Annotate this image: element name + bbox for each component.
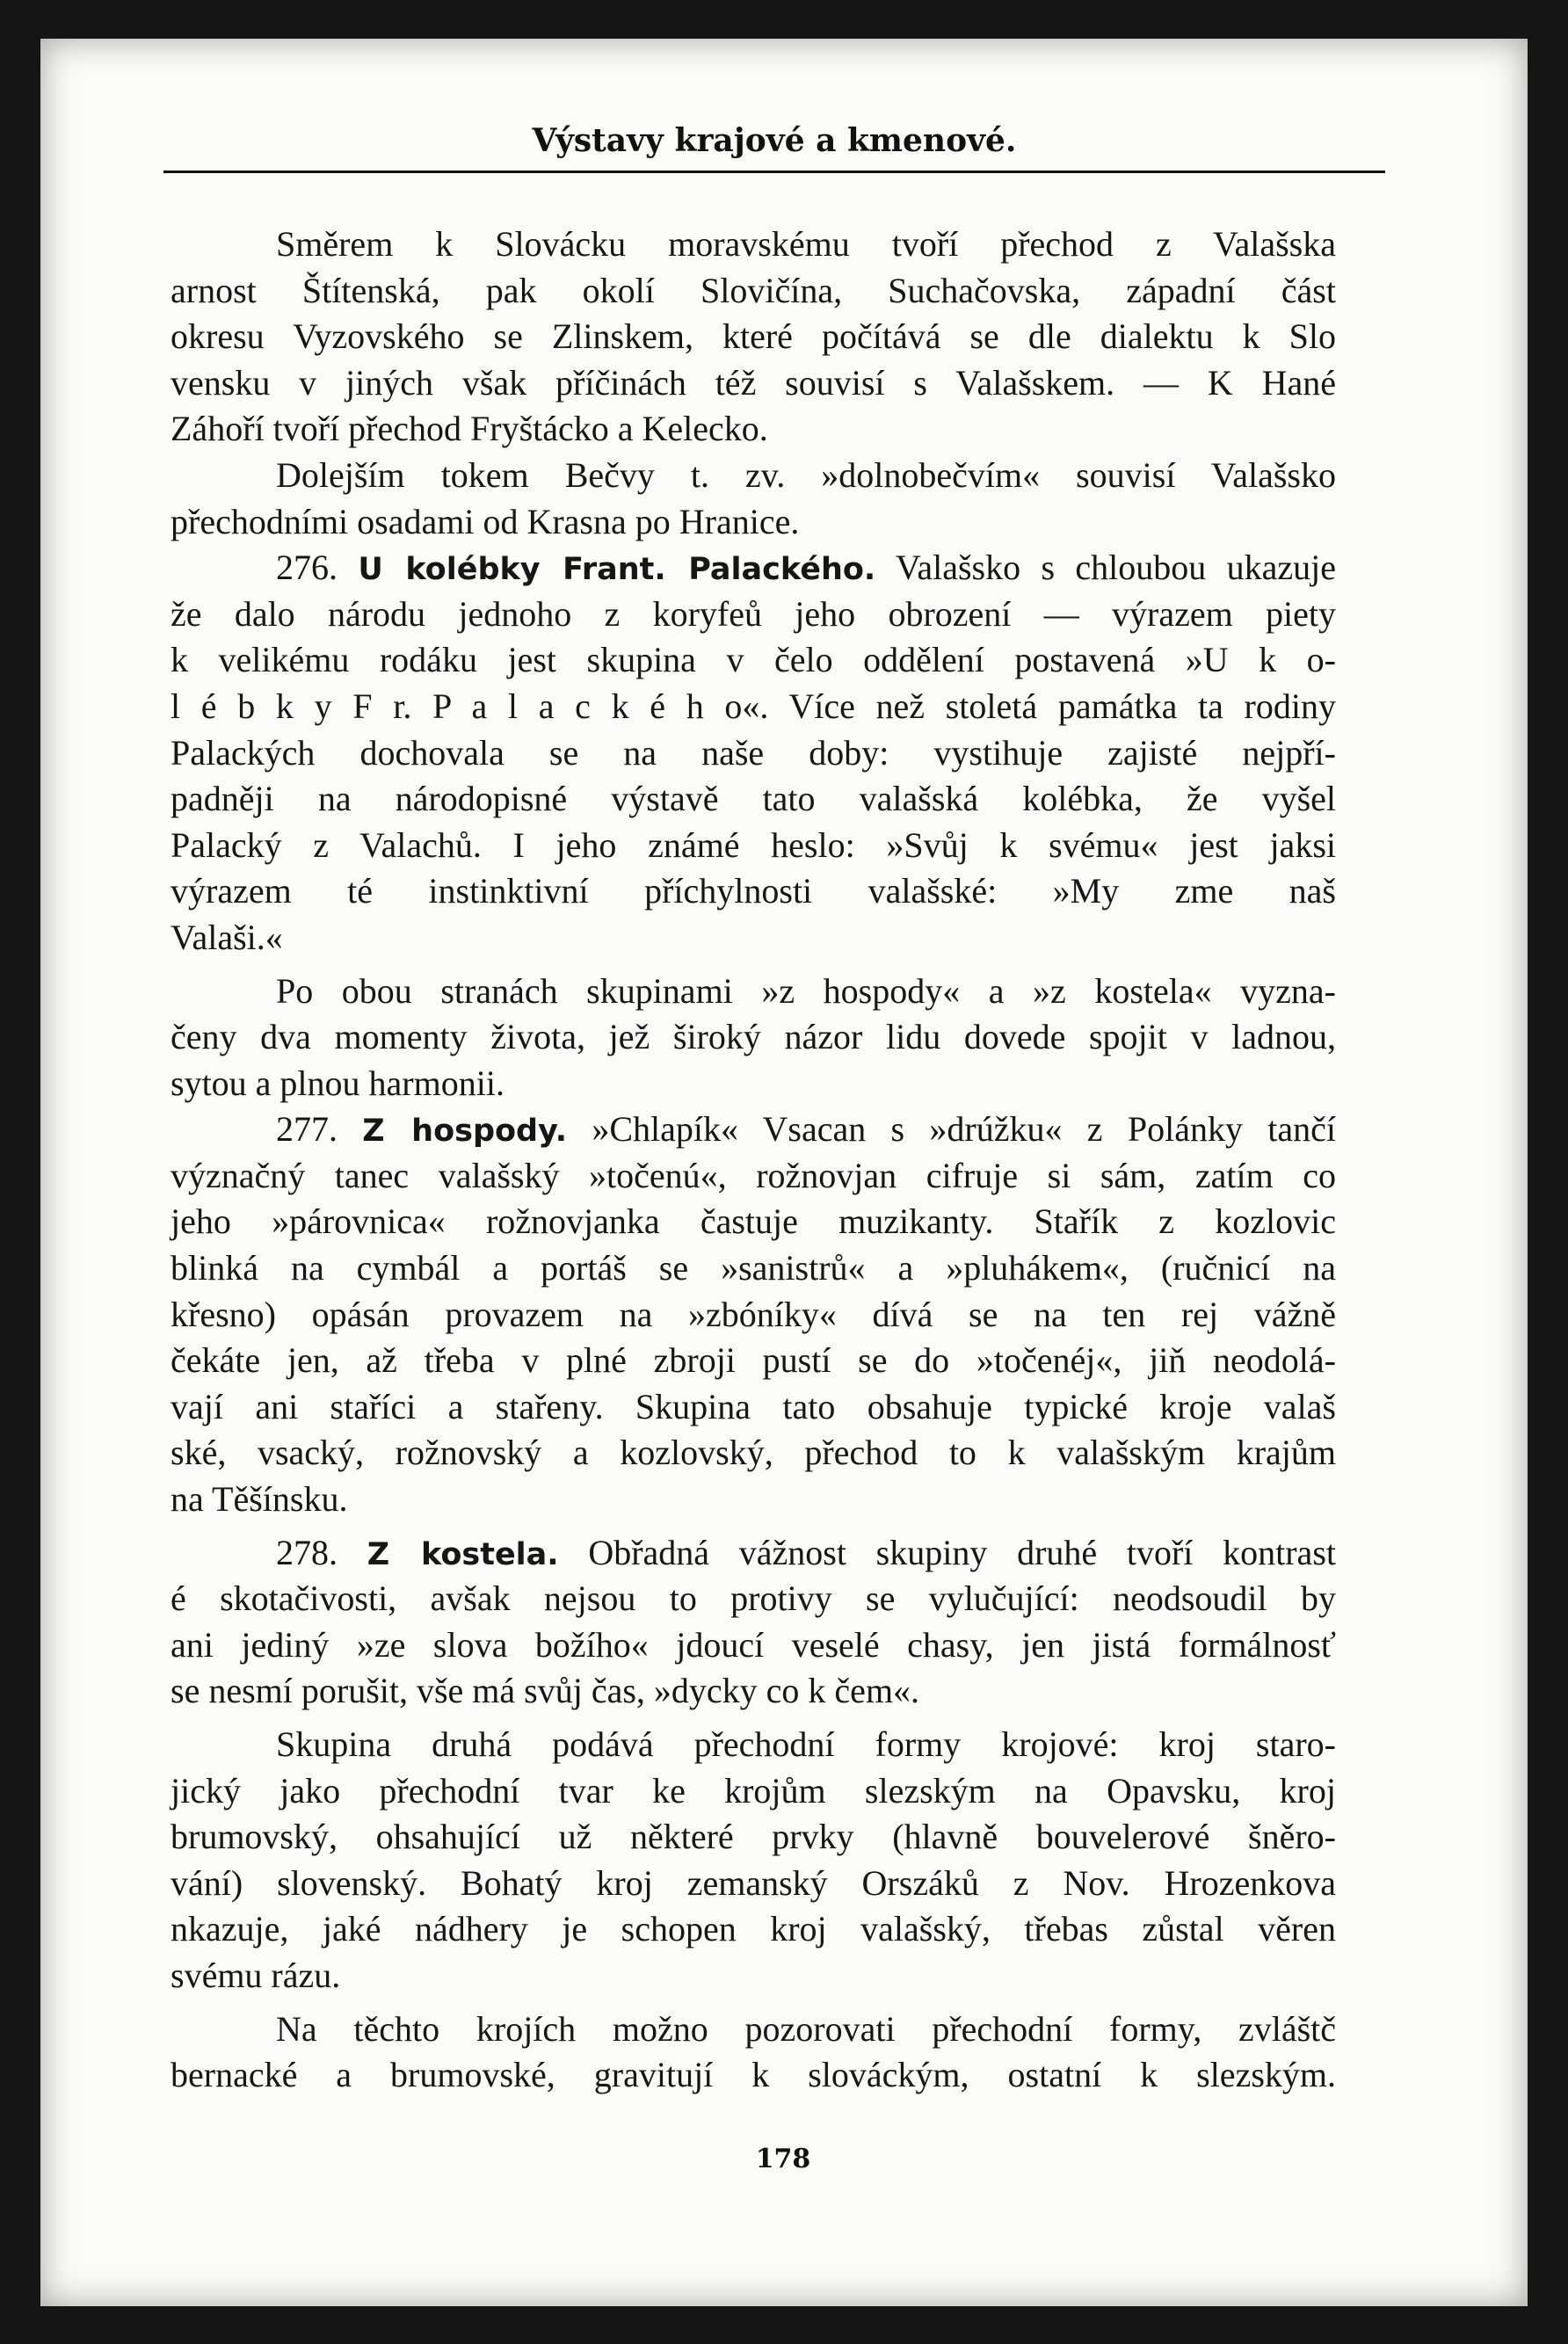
- text-line: Skupina druhá podává přechodní formy krojové: kroj staro-: [276, 1724, 1336, 1764]
- text-line: vensku v jiných však příčinách též souvisí s Valašskem. — K Hané: [171, 362, 1336, 403]
- text-line: čeny dva momenty života, jež široký názor lidu dovede spojit v ladnou,: [171, 1017, 1336, 1057]
- text-line: okresu Vyzovského se Zlinskem, které počítává se dle dialektu k Slo: [171, 316, 1336, 357]
- text-line: čekáte jen, až třeba v plné zbroji pustí se do »točenéj«, jiň neodolá-: [171, 1340, 1336, 1381]
- item-title: Z kostela.: [367, 1536, 559, 1572]
- text-line: ani jediný »ze slova božího« jdoucí veselé chasy, jen jistá formálnosť: [171, 1624, 1336, 1665]
- text-line: Směrem k Slovácku moravskému tvoří přechod z Valašska: [276, 224, 1336, 264]
- text-line: é skotačivosti, avšak nejsou to protivy se vylučující: neodsoudil by: [171, 1578, 1336, 1619]
- text-line: k velikému rodáku jest skupina v čelo oddělení postavená »U k o-: [171, 640, 1336, 680]
- item-text: Valašsko s chloubou ukazuje: [895, 548, 1337, 588]
- text-line: Dolejším tokem Bečvy t. zv. »dolnobečvím« souvisí Valašsko: [276, 454, 1336, 495]
- text-line: Palacký z Valachů. I jeho známé heslo: »Svůj k svému« jest jaksi: [171, 824, 1336, 865]
- text-line: křesno) opásán provazem na »zbóníky« dívá se na ten rej vážně: [171, 1294, 1336, 1334]
- text-line: blinká na cymbál a portáš se »sanistrů« a »pluhákem«, (ručnicí na: [171, 1248, 1336, 1288]
- paragraph-gap: [171, 1999, 1336, 2007]
- page-number: 178: [755, 2144, 811, 2174]
- text-line: padněji na národopisné výstavě tato valašská kolébka, že vyšel: [171, 779, 1336, 819]
- item-number: 276.: [276, 548, 338, 588]
- text-line: se nesmí porušit, vše má svůj čas, »dycky co k čem«.: [171, 1671, 920, 1711]
- text-line: svému rázu.: [171, 1955, 341, 1995]
- item-title: Z hospody.: [362, 1114, 568, 1150]
- text-line: Valaši.«: [171, 917, 283, 957]
- text-line: nkazuje, jaké nádhery je schopen kroj valašský, třebas zůstal věren: [171, 1909, 1336, 1949]
- text-line: Na těchto krojích možno pozorovati přechodní formy, zvláštč: [276, 2008, 1336, 2049]
- paragraph-gap: [171, 962, 1336, 969]
- text-line: bernacké a brumovské, gravitují k slováckým, ostatní k slezským.: [171, 2055, 1336, 2095]
- text-line: arnost Štítenská, pak okolí Slovičína, Suchačovska, západní část: [171, 270, 1336, 310]
- paragraph-gap: [171, 1715, 1336, 1722]
- text-line: Palackých dochovala se na naše doby: vystihuje zajisté nejpří-: [171, 732, 1336, 773]
- text-line: [171, 1107, 1336, 1153]
- text-line: [171, 1530, 1336, 1577]
- text-line: že dalo národu jednoho z koryfeů jeho obrození — výrazem piety: [171, 593, 1336, 634]
- text-line: l é b k y F r. P a l a c k é h o«. Více než stoletá památka ta rodiny: [171, 686, 1336, 726]
- header-rule: [163, 171, 1385, 173]
- text-line: jeho »párovnica« rožnovjanka častuje muzikanty. Stařík z kozlovic: [171, 1201, 1336, 1242]
- text-line: brumovský, ohsahující už některé prvky (hlavně bouvelerové šněro-: [171, 1817, 1336, 1857]
- text-line: ské, vsacký, rožnovský a kozlovský, přechod to k valašským krajům: [171, 1433, 1336, 1473]
- text-line: [171, 545, 1336, 591]
- book-page: [40, 39, 1528, 2306]
- body-text: [171, 221, 1336, 2099]
- text-line: vají ani staříci a stařeny. Skupina tato obsahuje typické kroje valaš: [171, 1386, 1336, 1426]
- item-number: 277.: [276, 1109, 338, 1150]
- text-line: vání) slovenský. Bohatý kroj zemanský Orszáků z Nov. Hrozenkova: [171, 1862, 1336, 1903]
- text-line: jický jako přechodní tvar ke krojům slezským na Opavsku, kroj: [171, 1770, 1336, 1811]
- item-text: »Chlapík« Vsacan s »drúžku« z Polánky tančí: [592, 1109, 1336, 1150]
- item-title: U kolébky Frant. Palackého.: [358, 552, 876, 588]
- text-line: Záhoří tvoří přechod Fryštácko a Kelecko.: [171, 409, 768, 449]
- item-text: Obřadná vážnost skupiny druhé tvoří kontrast: [588, 1532, 1336, 1572]
- paragraph-gap: [171, 1523, 1336, 1530]
- text-line: význačný tanec valašský »točenú«, rožnovjan cifruje si sám, zatím co: [171, 1155, 1336, 1195]
- item-number: 278.: [276, 1532, 338, 1572]
- text-line: sytou a plnou harmonii.: [171, 1063, 505, 1103]
- text-line: na Těšínsku.: [171, 1479, 348, 1520]
- running-head: Výstavy krajové a kmenové.: [532, 122, 1017, 159]
- text-line: přechodními osadami od Krasna po Hranice.: [171, 501, 800, 541]
- text-line: Po obou stranách skupinami »z hospody« a »z kostela« vyzna-: [276, 970, 1336, 1011]
- text-line: výrazem té instinktivní příchylnosti valašské: »My zme naš: [171, 871, 1336, 911]
